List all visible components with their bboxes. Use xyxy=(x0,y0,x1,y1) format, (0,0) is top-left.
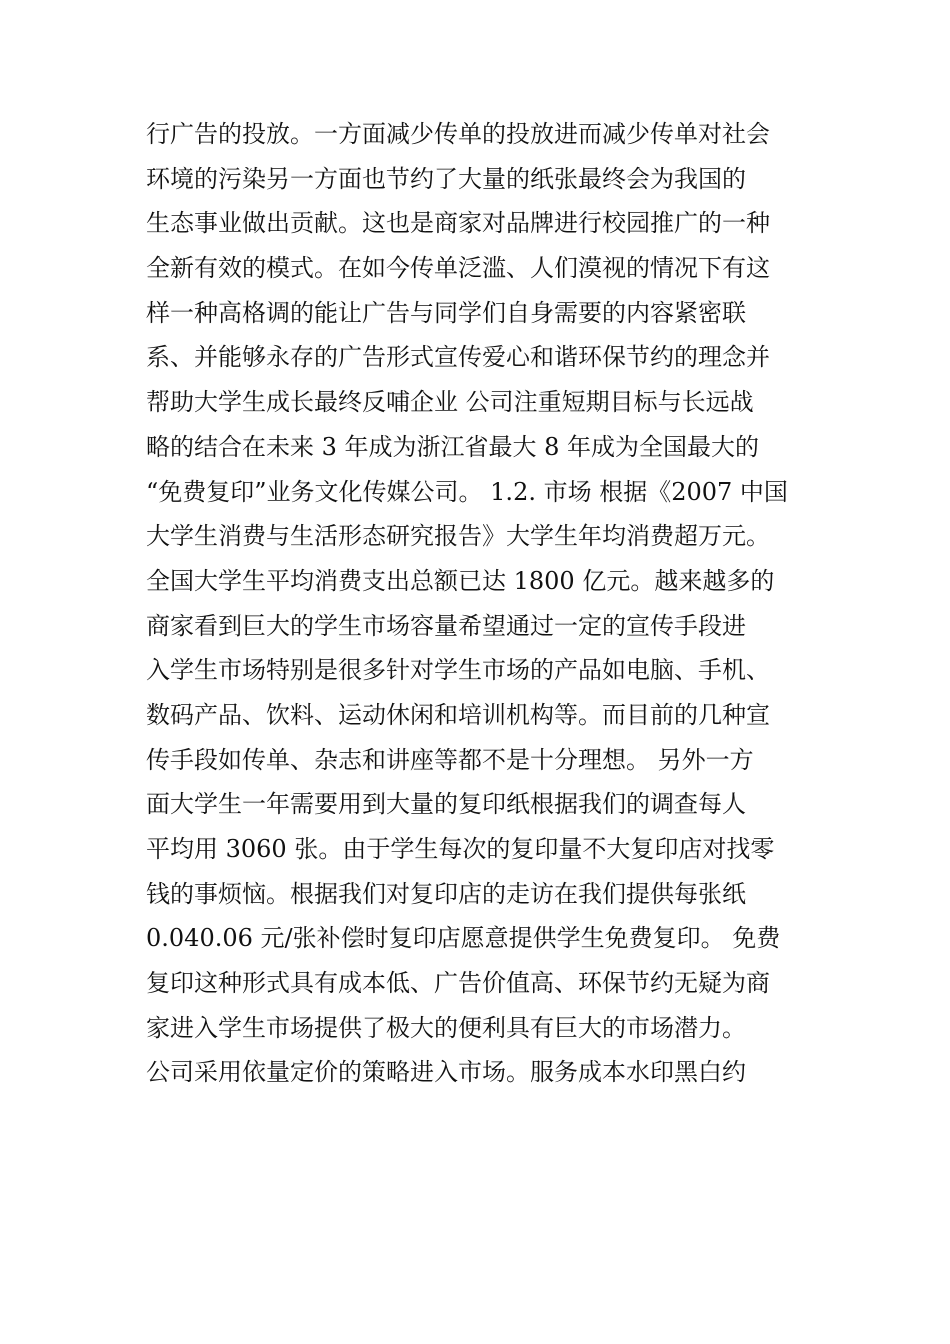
text-line-15: 传手段如传单、杂志和讲座等都不是十分理想。 另外一方 xyxy=(146,745,754,774)
text-line-5: 样一种高格调的能让广告与同学们自身需要的内容紧密联 xyxy=(146,298,746,327)
text-line-18: 钱的事烦恼。根据我们对复印店的走访在我们提供每张纸 xyxy=(146,879,746,908)
text-line-20: 复印这种形式具有成本低、广告价值高、环保节约无疑为商 xyxy=(146,969,770,998)
text-line-1: 行广告的投放。一方面减少传单的投放进而减少传单对社会 xyxy=(146,120,770,148)
text-line-11: 全国大学生平均消费支出总额已达 1800 亿元。越来越多的 xyxy=(146,566,775,595)
text-line-6: 系、并能够永存的广告形式宣传爱心和谐环保节约的理念并 xyxy=(146,343,770,372)
body-text xyxy=(146,112,826,1095)
text-line-14: 数码产品、饮料、运动休闲和培训机构等。而目前的几种宣 xyxy=(146,700,770,729)
text-line-3: 生态事业做出贡献。这也是商家对品牌进行校园推广的一种 xyxy=(146,209,770,238)
text-line-22: 公司采用依量定价的策略进入市场。服务成本水印黑白约 xyxy=(146,1058,746,1087)
text-line-4: 全新有效的模式。在如今传单泛滥、人们漠视的情况下有这 xyxy=(146,254,770,283)
text-line-12: 商家看到巨大的学生市场容量希望通过一定的宣传手段进 xyxy=(146,611,746,640)
text-line-16: 面大学生一年需要用到大量的复印纸根据我们的调查每人 xyxy=(146,790,746,819)
text-line-19: 0.040.06 元/张补偿时复印店愿意提供学生免费复印。 免费 xyxy=(146,924,781,953)
text-line-21: 家进入学生市场提供了极大的便利具有巨大的市场潜力。 xyxy=(146,1013,746,1042)
text-line-13: 入学生市场特别是很多针对学生市场的产品如电脑、手机、 xyxy=(146,656,770,685)
text-line-7: 帮助大学生成长最终反哺企业 公司注重短期目标与长远战 xyxy=(146,388,754,417)
text-line-10: 大学生消费与生活形态研究报告》大学生年均消费超万元。 xyxy=(146,522,770,551)
text-line-9: “免费复印”业务文化传媒公司。 1.2. 市场 根据《2007 中国 xyxy=(146,477,788,506)
text-line-17: 平均用 3060 张。由于学生每次的复印量不大复印店对找零 xyxy=(146,835,775,863)
text-line-2: 环境的污染另一方面也节约了大量的纸张最终会为我国的 xyxy=(146,164,746,193)
text-line-8: 略的结合在未来 3 年成为浙江省最大 8 年成为全国最大的 xyxy=(146,432,760,461)
